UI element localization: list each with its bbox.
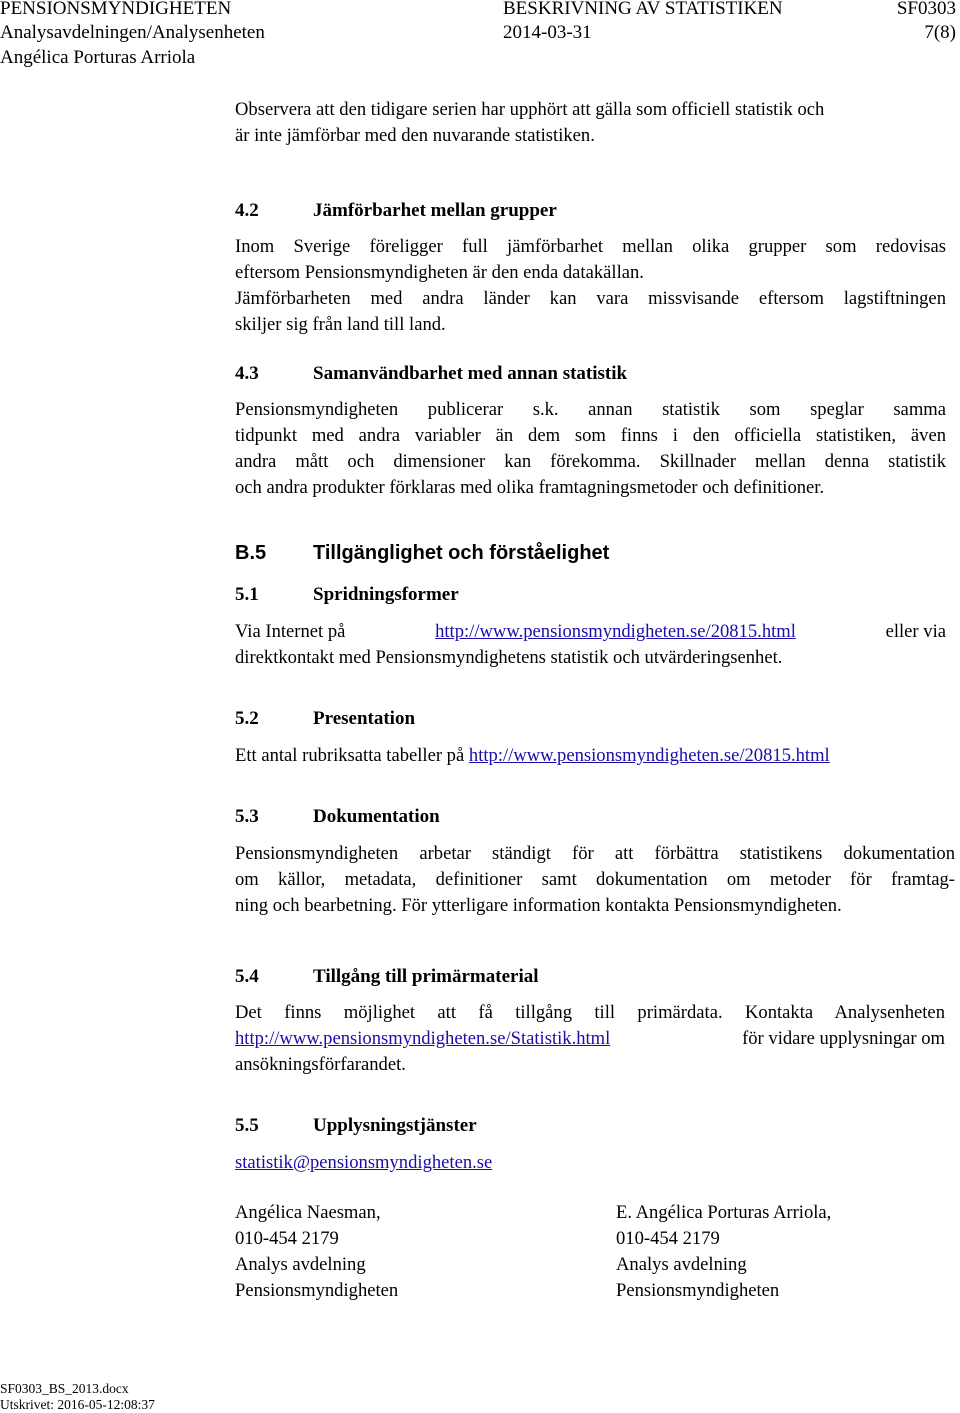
- section-number: 5.5: [235, 1115, 259, 1136]
- section-title: Spridningsformer: [313, 584, 459, 605]
- contact-organization: Pensionsmyndigheten: [616, 1280, 780, 1301]
- paragraph-line: Observera att den tidigare serien har upphört att gälla som officiell statistik och: [235, 99, 825, 120]
- section-5-4-paragraph: [235, 1000, 945, 1078]
- paragraph-line: Pensionsmyndigheten publicerar s.k. annan statistik som speglar samma: [235, 399, 946, 420]
- section-4-3-paragraph: [235, 397, 946, 501]
- section-title: Upplysningstjänster: [313, 1115, 477, 1136]
- section-number: 5.2: [235, 708, 259, 729]
- section-4-2-paragraph: [235, 234, 946, 338]
- text-segment: Ett antal rubriksatta tabeller på: [235, 745, 465, 766]
- paragraph-line: och andra produkter förklaras med olika framtagningsmetoder och definitioner.: [235, 477, 825, 498]
- header-doc-code: SF0303: [896, 0, 956, 19]
- contact-phone: 010-454 2179: [235, 1228, 339, 1249]
- contact-card: [235, 1200, 398, 1304]
- section-5-5-paragraph: [235, 1150, 946, 1176]
- text-segment: för vidare upplysningar om: [742, 1028, 945, 1049]
- email-link[interactable]: statistik@pensionsmyndigheten.se: [235, 1152, 493, 1173]
- contact-name: Angélica Naesman,: [235, 1202, 381, 1223]
- contact-name: E. Angélica Porturas Arriola,: [616, 1202, 832, 1223]
- contact-phone: 010-454 2179: [616, 1228, 720, 1249]
- paragraph-line: Det finns möjlighet att få tillgång till primärdata. Kontakta Analysenheten: [235, 1002, 945, 1023]
- paragraph-line: ansökningsförfarandet.: [235, 1054, 406, 1075]
- tables-link[interactable]: http://www.pensionsmyndigheten.se/20815.html: [468, 745, 830, 766]
- section-title: Tillgång till primärmaterial: [313, 966, 539, 987]
- statistics-link[interactable]: http://www.pensionsmyndigheten.se/20815.html: [435, 621, 796, 642]
- paragraph-line: [235, 743, 946, 769]
- intro-paragraph: [235, 97, 946, 149]
- paragraph-line: Inom Sverige föreligger full jämförbarhet mellan olika grupper som redovisas: [235, 236, 946, 257]
- section-5-1-paragraph: [235, 619, 946, 671]
- section-title: Presentation: [313, 708, 416, 729]
- text-segment: Via Internet på: [235, 621, 346, 642]
- paragraph-line: [235, 1026, 945, 1052]
- paragraph-line: skiljer sig från land till land.: [235, 314, 446, 335]
- section-number: 4.2: [235, 200, 259, 221]
- section-number: 5.4: [235, 966, 259, 987]
- chapter-title: Tillgänglighet och förståelighet: [313, 542, 610, 564]
- contact-card: [616, 1200, 831, 1304]
- paragraph-line: ning och bearbetning. För ytterligare information kontakta Pensionsmyndigheten.: [235, 895, 842, 916]
- paragraph-line: direktkontakt med Pensionsmyndighetens statistik och utvärderingsenhet.: [235, 647, 783, 668]
- paragraph-line: eftersom Pensionsmyndigheten är den enda datakällan.: [235, 262, 644, 283]
- header-department: Analysavdelningen/Analysenheten: [0, 22, 265, 43]
- contact-department: Analys avdelning: [235, 1254, 366, 1275]
- header-doc-type: BESKRIVNING AV STATISTIKEN: [503, 0, 783, 19]
- header-page-number: 7(8): [924, 22, 956, 43]
- section-number: 4.3: [235, 363, 259, 384]
- paragraph-line: är inte jämförbar med den nuvarande statistiken.: [235, 125, 595, 146]
- footer-filename: SF0303_BS_2013.docx: [0, 1381, 129, 1396]
- paragraph-line: Pensionsmyndigheten arbetar ständigt för att förbättra statistikens dokumentation: [235, 843, 955, 864]
- text-segment: eller via: [885, 621, 946, 642]
- header-org: PENSIONSMYNDIGHETEN: [0, 0, 232, 19]
- section-number: 5.1: [235, 584, 259, 605]
- section-5-2-paragraph: [235, 743, 946, 769]
- section-number: 5.3: [235, 806, 259, 827]
- paragraph-line: tidpunkt med andra variabler än dem som finns i den officiella statistiken, även: [235, 425, 946, 446]
- section-title: Jämförbarhet mellan grupper: [313, 200, 557, 221]
- paragraph-line: om källor, metadata, definitioner samt dokumentation om metoder för framtag-: [235, 869, 955, 890]
- primary-data-link[interactable]: http://www.pensionsmyndigheten.se/Statistik.html: [235, 1028, 611, 1049]
- paragraph-line: Jämförbarheten med andra länder kan vara missvisande eftersom lagstiftningen: [235, 288, 946, 309]
- section-title: Samanvändbarhet med annan statistik: [313, 363, 628, 384]
- section-title: Dokumentation: [313, 806, 440, 827]
- paragraph-line: andra mått och dimensioner kan förekomma. Skillnader mellan denna statistik: [235, 451, 946, 472]
- paragraph-line: [235, 619, 946, 645]
- chapter-number: B.5: [235, 542, 267, 564]
- contact-department: Analys avdelning: [616, 1254, 747, 1275]
- header-author: Angélica Porturas Arriola: [0, 47, 196, 68]
- section-5-3-paragraph: [235, 841, 955, 919]
- footer-printed-date: Utskrivet: 2016-05-12:08:37: [0, 1397, 155, 1412]
- header-date: 2014-03-31: [503, 22, 592, 43]
- contact-organization: Pensionsmyndigheten: [235, 1280, 399, 1301]
